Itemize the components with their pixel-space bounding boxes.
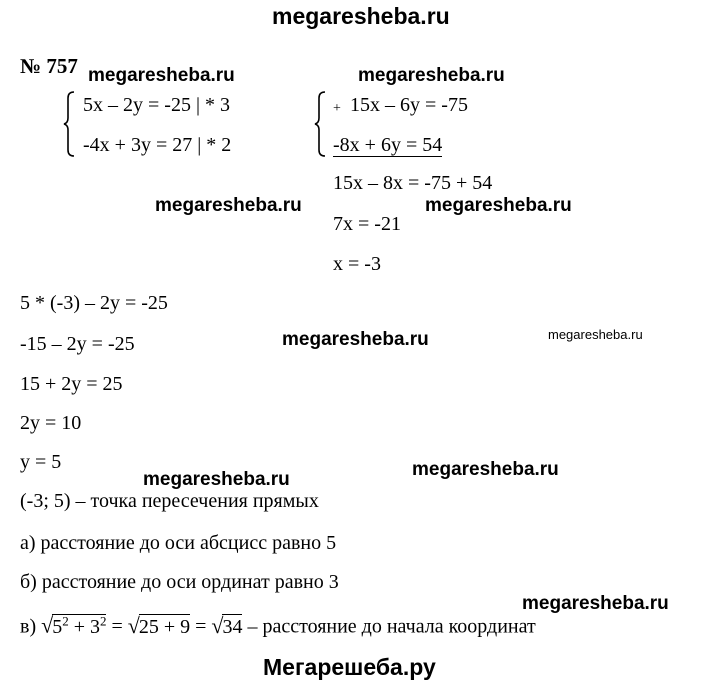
answer-c-prefix: в) bbox=[20, 615, 37, 638]
expr1-base2: 3 bbox=[89, 615, 100, 638]
watermark-small: megaresheba.ru bbox=[548, 327, 643, 342]
expr1-plus: + bbox=[68, 615, 90, 638]
intersection-conclusion: (-3; 5) – точка пересечения прямых bbox=[20, 490, 319, 512]
step-y-5: y = 5 bbox=[20, 451, 62, 473]
step-y-2: -15 – 2y = -25 bbox=[20, 333, 135, 355]
answer-b: б) расстояние до оси ординат равно 3 bbox=[20, 571, 339, 593]
equals-1: = bbox=[106, 615, 128, 638]
sqrt-expression-3: √34 bbox=[211, 612, 243, 638]
site-footer: Мегарешеба.ру bbox=[263, 654, 436, 680]
watermark: megaresheba.ru bbox=[358, 65, 505, 86]
watermark: megaresheba.ru bbox=[522, 593, 669, 614]
watermark: megaresheba.ru bbox=[425, 195, 572, 216]
answer-c bbox=[20, 614, 536, 637]
watermark: megaresheba.ru bbox=[155, 195, 302, 216]
watermark: megaresheba.ru bbox=[143, 469, 290, 490]
watermark: megaresheba.ru bbox=[412, 459, 559, 480]
expr3: 34 bbox=[222, 615, 243, 638]
equals-2: = bbox=[190, 615, 212, 638]
problem-number: № 757 bbox=[20, 54, 78, 78]
step-x-3: x = -3 bbox=[333, 253, 381, 275]
right-system-eq2: -8x + 6y = 54 bbox=[333, 134, 443, 156]
step-x-1: 15x – 8x = -75 + 54 bbox=[333, 172, 493, 194]
expr1-exp2: 2 bbox=[99, 613, 107, 628]
expr1-exp1: 2 bbox=[62, 613, 69, 628]
step-y-3: 15 + 2y = 25 bbox=[20, 373, 123, 395]
right-system-plus-sign: + bbox=[333, 101, 341, 116]
expr1-base1: 5 bbox=[52, 615, 63, 638]
left-system-brace bbox=[62, 90, 76, 158]
right-system-eq1: 15x – 6y = -75 bbox=[350, 94, 468, 116]
sqrt-expression-1: $√5^2 + 3^2$ bbox=[41, 612, 107, 638]
expr2: 25 + 9 bbox=[138, 615, 191, 638]
watermark: megaresheba.ru bbox=[88, 65, 235, 86]
step-y-4: 2y = 10 bbox=[20, 412, 82, 434]
left-system-eq2: -4x + 3y = 27 | * 2 bbox=[83, 134, 232, 156]
step-y-1: 5 * (-3) – 2y = -25 bbox=[20, 292, 168, 314]
right-system-brace bbox=[313, 90, 327, 158]
answer-c-suffix: – расстояние до начала координат bbox=[242, 615, 536, 638]
answer-a: а) расстояние до оси абсцисс равно 5 bbox=[20, 532, 337, 554]
left-system-eq1: 5x – 2y = -25 | * 3 bbox=[83, 94, 230, 116]
site-header: megaresheba.ru bbox=[272, 3, 450, 29]
step-x-2: 7x = -21 bbox=[333, 213, 401, 235]
watermark: megaresheba.ru bbox=[282, 329, 429, 350]
sqrt-expression-2: √25 + 9 bbox=[127, 612, 191, 638]
